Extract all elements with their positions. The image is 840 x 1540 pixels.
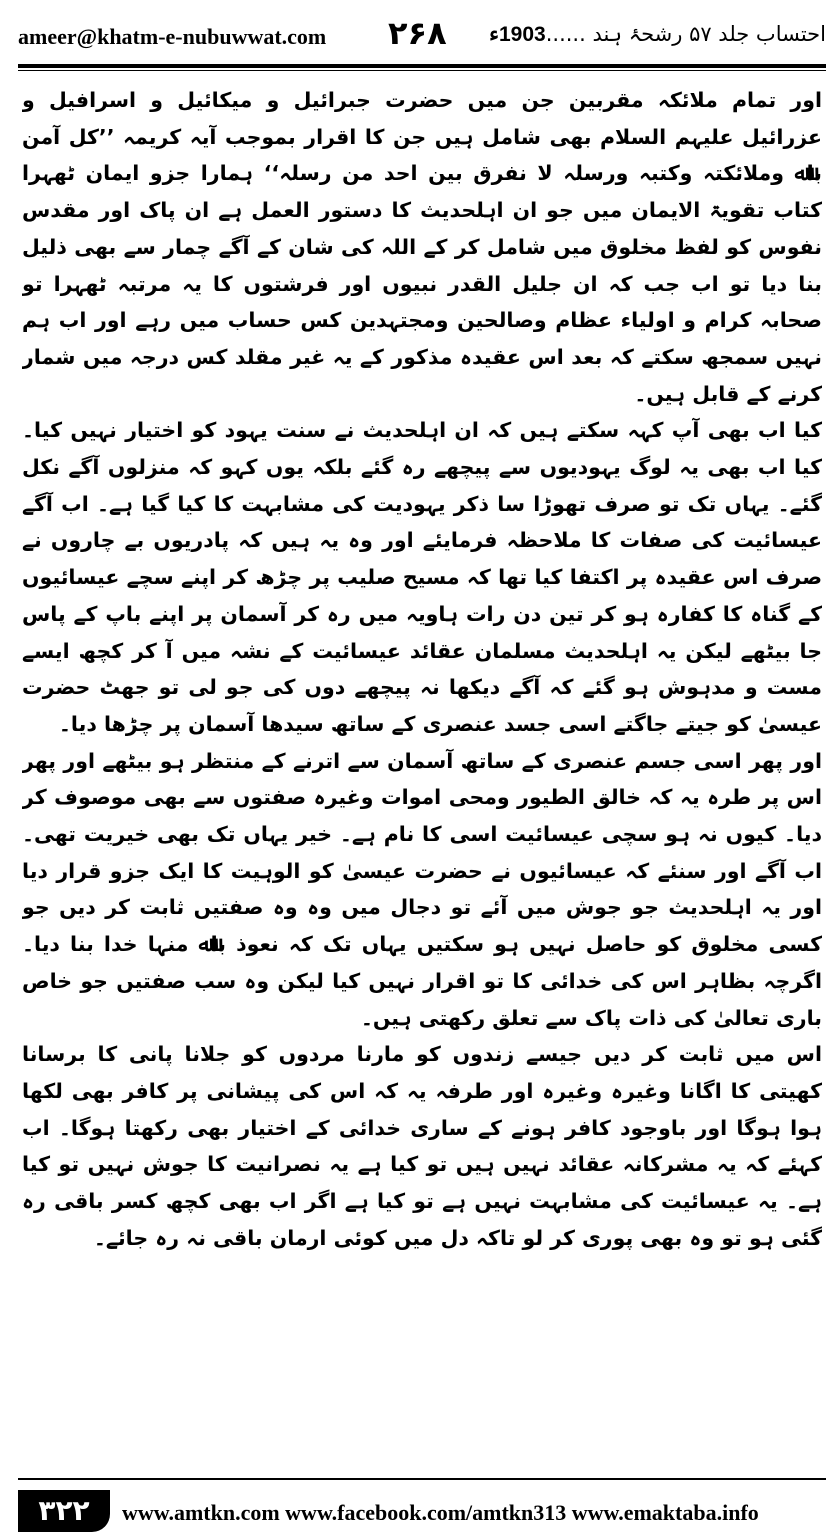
paragraph-4: اس میں ثابت کر دیں جیسے زندوں کو مارنا مردوں کو جلانا پانی کا برسانا کھیتی کا اگانا وغیرہ وغیرہ اور طرفہ یہ کہ اس کی پیشانی پر کافر بھی لکھا ہوا ہوگا اور باوجود کافر ہونے کے ساری خدائی کے اختیار بھی رکھتا ہوگا۔ اب کہئے کہ یہ مشرکانہ عقائد نہیں ہیں تو کیا ہے یہ نصرانیت کا جوش نہیں تو کیا ہے۔ یہ عیسائیت کی مشابہت نہیں ہے تو کیا ہے اگر اب بھی کچھ کسر باقی رہ گئی ہو تو وہ بھی پوری کر لو تاکہ دل میں کوئی ارمان باقی نہ رہ جائے۔ xyxy=(22,1042,822,1250)
header-page-number: ۲۶۸ xyxy=(388,14,447,52)
header-book-title xyxy=(489,22,826,47)
paragraph-3: اور پھر اسی جسم عنصری کے ساتھ آسمان سے اترنے کے منتظر ہو بیٹھے اور پھر اس پر طرہ یہ کہ خالق الطیور ومحی اموات وغیرہ صفتوں سے بھی موصوف کر دیا۔ کیوں نہ ہو سچی عیسائیت اسی کا نام ہے۔ خیر یہاں تک بھی خیریت تھی۔ اب آگے اور سنئے کہ عیسائیوں نے حضرت عیسیٰ کو الوہیت کا ایک جزو قرار دیا اور یہ اہلحدیث جو جوش میں آئے تو دجال میں وہ وہ صفتیں ثابت کر دیں جو کسی مخلوق کو حاصل نہیں ہو سکتیں یہاں تک کہ نعوذ باﷲ منہا خدا بنا دیا۔ اگرچہ بظاہر اس کی خدائی کا تو اقرار نہیں کیا لیکن وہ سب صفتیں جو خاص باری تعالیٰ کی ذات پاک سے تعلق رکھتی ہیں۔ xyxy=(22,748,822,1030)
paragraph-2: کیا اب بھی آپ کہہ سکتے ہیں کہ ان اہلحدیث نے سنت یہود کو اختیار نہیں کیا۔ کیا اب بھی یہ لوگ یہودیوں سے پیچھے رہ گئے بلکہ یوں کہو کہ منزلوں آگے نکل گئے۔ یہاں تک تو صرف تھوڑا سا ذکر یہودیت کی مشابہت کا کیا گیا ہے۔ اب آگے عیسائیت کی صفات کا ملاحظہ فرمایئے اور وہ یہ ہیں کہ پادریوں بے چاروں نے صرف اس عقیدہ پر اکتفا کیا تھا کہ مسیح صلیب پر چڑھ کر اپنے سچے عیسائیوں کے گناہ کا کفارہ ہو کر تین دن رات ہاویہ میں رہ کر آسمان پر اپنے باپ کے پاس جا بیٹھے لیکن یہ اہلحدیث مسلمان عقائد عیسائیت کے نشہ میں آ کر کچھ ایسے مست و مدہوش ہو گئے کہ آگے دیکھا نہ پیچھے دوں کی جو لی تو جھٹ حضرت عیسیٰ کو جیتے جاگتے اسی جسد عنصری کے ساتھ سیدھا آسمان پر چڑھا دیا۔ xyxy=(22,418,822,736)
book-year: 1903ء xyxy=(489,23,546,46)
header-divider xyxy=(18,64,826,71)
footer-divider xyxy=(18,1478,826,1480)
footer-page-number: ۳۲۲ xyxy=(18,1490,110,1532)
body-text xyxy=(22,82,822,1472)
footer-links: www.amtkn.com www.facebook.com/amtkn313 www.emaktaba.info xyxy=(122,1500,759,1525)
page-header xyxy=(18,16,826,60)
paragraph-1: اور تمام ملائکہ مقربین جن میں حضرت جبرائیل و میکائیل و اسرافیل و عزرائیل علیہم السلام بھی شامل ہیں جن کا اقرار بموجب آیہ کریمہ ’’کل آمن باﷲ وملائکتہ وکتبہ ورسلہ لا نفرق بین احد من رسلہ‘‘ ہمارا جزو ایمان ٹھہرا کتاب تقویۃ الایمان میں جو ان اہلحدیث کا دستور العمل ہے ان پاک اور مقدس نفوس کو لفظ مخلوق میں شامل کر کے اللہ کی شان کے آگے چمار سے بھی ذلیل بنا دیا تو اب جب کہ ان جلیل القدر نبیوں اور فرشتوں کا یہ مرتبہ ٹھہرا تو صحابہ کرام و اولیاء عظام وصالحین ومجتہدین کس حساب میں رہے اور اب ہم نہیں سمجھ سکتے کہ بعد اس عقیدہ مذکور کے یہ غیر مقلد کس درجہ میں شمار کرنے کے قابل ہیں۔ xyxy=(22,88,822,406)
page-footer xyxy=(18,1490,826,1534)
book-title-text: احتساب جلد ۵۷ رشحۂ ہند ...... xyxy=(545,22,826,46)
header-email: ameer@khatm-e-nubuwwat.com xyxy=(18,24,327,49)
